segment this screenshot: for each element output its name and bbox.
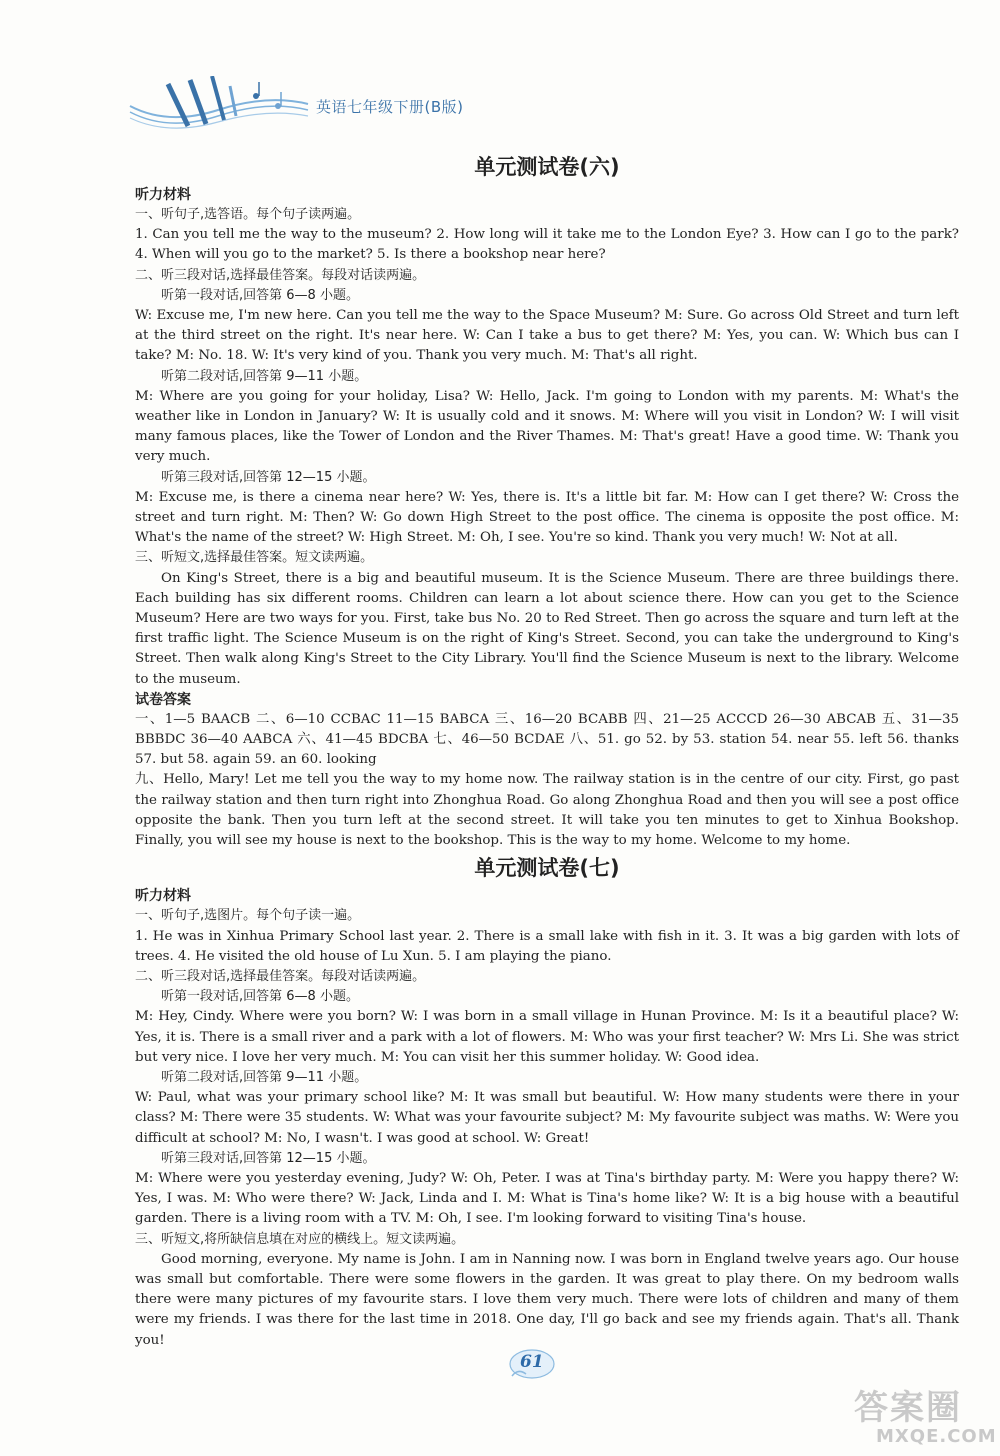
test6-part1-heading: 一、听句子,选答语。每个句子读两遍。	[135, 207, 361, 222]
test6-answers-heading: 试卷答案	[135, 691, 191, 708]
test6-dialogue1-text: W: Excuse me, I'm new here. Can you tell me the way to the Space Museum? M: Sure. Go across Old Street and turn left at the third street on the right. It's near here. W: Can I take a bus to get there? M: Yes, you can. W: Which bus can I take? M: No. 18. W: It's very kind of you. Thank you very much. M: That's all right.	[135, 308, 959, 364]
test6-dialogue3-heading: 听第三段对话,回答第 12—15 小题。	[161, 469, 376, 485]
test7-dialogue2-text: W: Paul, what was your primary school like? M: It was small but beautiful. W: How many students were there in your class? M: There were 35 students. W: What was your favourite subject? M: My favourite subject was maths. W: Were you difficult at school? M: No, I wasn't. I was good at school. W: Great!	[135, 1090, 959, 1146]
page-number-badge	[508, 1346, 556, 1382]
test7-dialogue1-heading: 听第一段对话,回答第 6—8 小题。	[161, 989, 359, 1005]
test6-answers-list: 一、1—5 BAACB 二、6—10 CCBAC 11—15 BABCA 三、16—20 BCABB 四、21—25 ACCCD 26—30 ABCAB 五、31—35 BBBDC 36—40 AABCA 六、41—45 BDCBA 七、46—50 BCDAE 八、51. go 52. by 53. station 54. near 55. left 56. thanks 57. but 58. again 59. an 60. looking	[135, 711, 959, 768]
page-header	[128, 76, 548, 136]
test6-part2-heading: 二、听三段对话,选择最佳答案。每段对话读两遍。	[135, 267, 426, 283]
test6-part1-text: 1. Can you tell me the way to the museum? 2. How long will it take me to the London Eye? 3. How can I go to the park? 4. When will you go to the market? 5. Is there a bookshop near here?	[135, 227, 959, 263]
test7-part1-text: 1. He was in Xinhua Primary School last year. 2. There is a small lake with fish in it. 3. It was a big garden with lots of trees. 4. He visited the old house of Lu Xun. 5. I am playing the piano.	[135, 928, 959, 964]
test7-dialogue3-heading: 听第三段对话,回答第 12—15 小题。	[161, 1150, 376, 1166]
test6-dialogue1-heading: 听第一段对话,回答第 6—8 小题。	[161, 287, 359, 303]
watermark-logo-text: 答案圈	[854, 1388, 962, 1428]
test7-dialogue2-heading: 听第二段对话,回答第 9—11 小题。	[161, 1069, 368, 1085]
page-number: 61	[520, 1352, 544, 1372]
test7-dialogue1-text: M: Hey, Cindy. Where were you born? W: I was born in a small village in Hunan Province. M: Is it a beautiful place? W: Yes, it is. There is a small river and a park with a lot of flowers. M: Who was your first teacher? W: Mrs Li. She was strict but very nice. I love her very much. M: You can visit her this summer holiday. W: Good idea.	[135, 1009, 959, 1065]
test6-dialogue2-heading: 听第二段对话,回答第 9—11 小题。	[161, 368, 368, 384]
test6-dialogue2-text: M: Where are you going for your holiday, Lisa? W: Hello, Jack. I'm going to London with my parents. M: What's the weather like in London in January? W: It is usually cold and it snows. M: Where will you visit in London? W: I will visit many famous places, like the Tower of London and the River Thames. M: That's great! Have a good time. W: Thank you very much.	[135, 388, 959, 465]
watermark-url: MXQE.COM	[876, 1426, 997, 1447]
test6-listening-heading: 听力材料	[135, 187, 191, 203]
book-subtitle: 英语七年级下册(B版)	[316, 98, 464, 116]
watermark	[846, 1380, 996, 1452]
test7-title: 单元测试卷(七)	[474, 856, 620, 881]
test7-part3-heading: 三、听短文,将所缺信息填在对应的横线上。短文读两遍。	[135, 1231, 465, 1247]
test6-passage-text: On King's Street, there is a big and beautiful museum. It is the Science Museum. There are three buildings there. Each building has six different rooms. Children can learn a lot about science there. How can you get to the Science Museum? Here are two ways for you. First, take bus No. 20 to Red Street. Then go across the square and turn left at the first traffic light. The Science Museum is on the right of King's Street. Second, you can take the underground to King's Street. Then walk along King's Street to the City Library. You'll find the Science Museum is next to the library. Welcome to the museum.	[135, 570, 959, 687]
test7-dialogue3-text: M: Where were you yesterday evening, Judy? W: Oh, Peter. I was at Tina's birthday party. M: Were you happy there? W: Yes, I was. M: Who were there? W: Jack, Linda and I. M: What is Tina's home like? W: It is a big house with a beautiful garden. There is a living room with a TV. M: Oh, I see. I'm looking forward to visiting Tina's house.	[135, 1170, 959, 1227]
page-content	[135, 150, 959, 1351]
test7-part1-heading: 一、听句子,选图片。每个句子读一遍。	[135, 908, 361, 924]
music-notes-decoration-icon	[128, 76, 328, 136]
test7-passage-text: Good morning, everyone. My name is John. I am in Nanning now. I was born in England twelve years ago. Our house was small but comfortable. There were some flowers in the garden. It was great to play there. On my bedroom walls there were many pictures of my favourite stars. I love them very much. There were lots of children and many of them were my friends. I was there for the last time in 2018. One day, I'll go back and see my friends again. That's all. Thank you!	[135, 1251, 959, 1348]
test6-writing-answer: 九、Hello, Mary! Let me tell you the way to my home now. The railway station is in the centre of our city. First, go past the railway station and then turn right into Zhonghua Road. Go along Zhonghua Road and then you will see a post office opposite the bank. Then you turn left at the second street. It will take you ten minutes to get to Xinhua Bookshop. Finally, you will see my house is next to the bookshop. This is the way to my home. Welcome to my home.	[135, 772, 959, 849]
test6-dialogue3-text: M: Excuse me, is there a cinema near here? W: Yes, there is. It's a little bit far. M: How can I get there? W: Cross the street and turn right. M: Then? W: Go down High Street to the post office. The cinema is opposite the post office. M: What's the name of the street? W: High Street. M: Oh, I see. You're so kind. Thank you very much! W: Not at all.	[135, 489, 959, 546]
test6-part3-heading: 三、听短文,选择最佳答案。短文读两遍。	[135, 550, 374, 566]
test7-part2-heading: 二、听三段对话,选择最佳答案。每段对话读两遍。	[135, 968, 426, 984]
test6-title: 单元测试卷(六)	[474, 155, 620, 179]
test7-listening-heading: 听力材料	[135, 888, 191, 905]
